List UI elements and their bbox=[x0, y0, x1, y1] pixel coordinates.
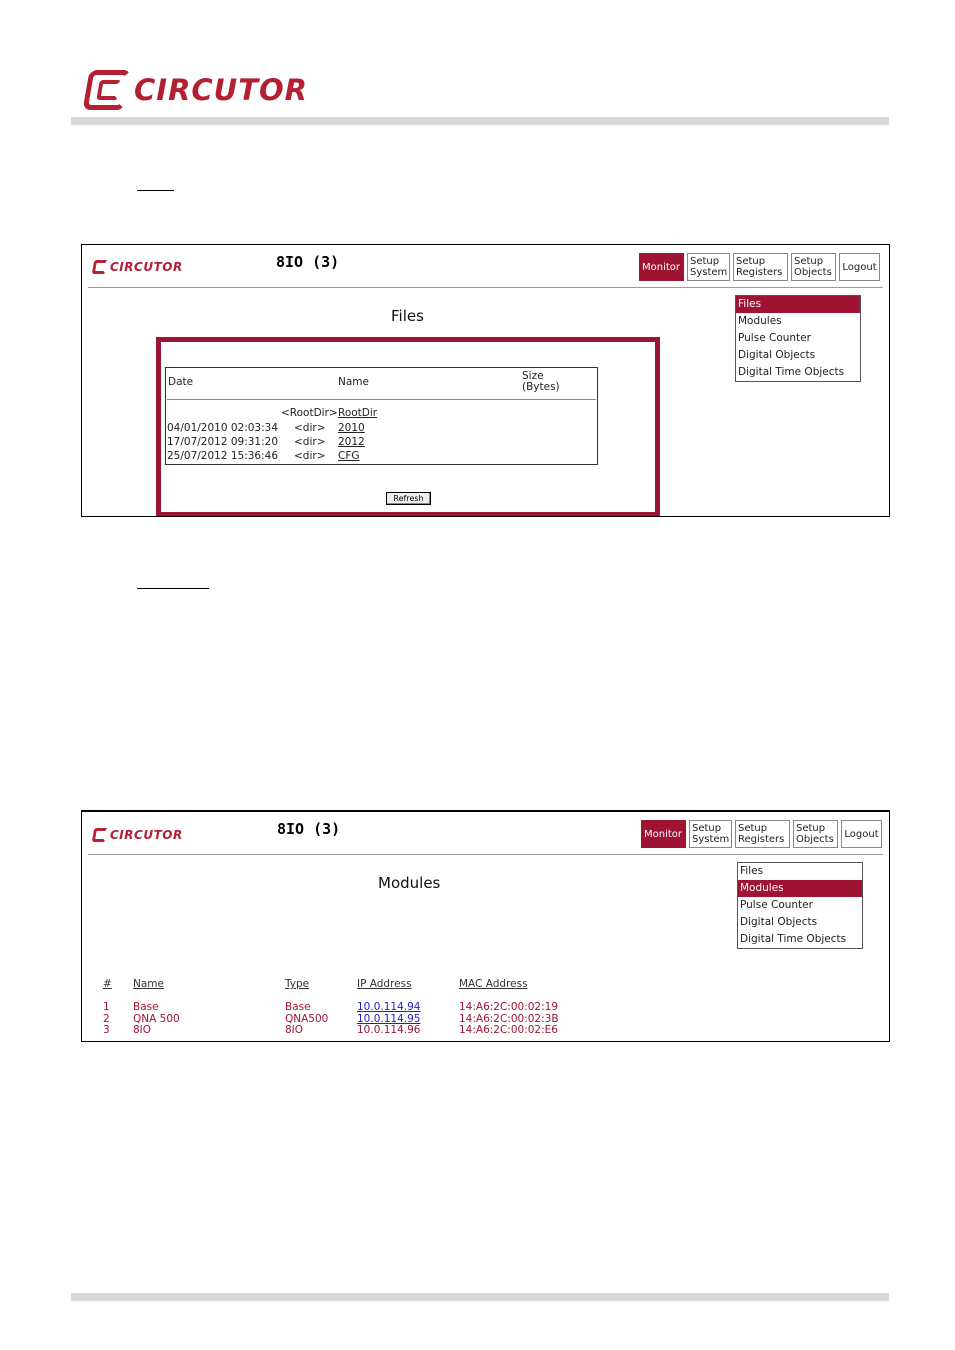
row-ip-link[interactable]: 10.0.114.95 bbox=[357, 1013, 421, 1025]
monitor-side-menu bbox=[735, 295, 861, 382]
circutor-mini-logo bbox=[93, 828, 183, 842]
mini-logo-text: CIRCUTOR bbox=[110, 828, 183, 842]
menu-item-files[interactable]: Files bbox=[736, 296, 860, 313]
page-title: Modules bbox=[378, 874, 441, 892]
circutor-logo-text: CIRCUTOR bbox=[134, 73, 308, 107]
row-number: 3 bbox=[103, 1024, 110, 1036]
files-table-header bbox=[167, 368, 596, 400]
panel-header bbox=[88, 245, 883, 288]
table-row bbox=[167, 407, 587, 421]
col-name: Name bbox=[133, 978, 164, 990]
row-link[interactable]: RootDir bbox=[338, 407, 378, 419]
menu-item-pulse-counter[interactable]: Pulse Counter bbox=[740, 899, 813, 911]
row-number: 2 bbox=[103, 1013, 110, 1025]
col-name: Name bbox=[338, 376, 369, 388]
row-number: 1 bbox=[103, 1001, 110, 1013]
nav-setup-system-button[interactable]: Setup System bbox=[689, 820, 732, 848]
panel-header bbox=[88, 812, 883, 855]
col-ip-address: IP Address bbox=[357, 978, 412, 990]
top-nav bbox=[641, 820, 882, 848]
table-row bbox=[167, 422, 587, 436]
row-link[interactable]: 2010 bbox=[338, 422, 365, 434]
col-size-unit: (Bytes) bbox=[522, 381, 560, 393]
nav-monitor-button[interactable]: Monitor bbox=[641, 820, 686, 848]
row-mac: 14:A6:2C:00:02:E6 bbox=[459, 1024, 558, 1036]
row-mac: 14:A6:2C:00:02:3B bbox=[459, 1013, 559, 1025]
circutor-mini-logo-icon bbox=[92, 828, 108, 842]
header-rule bbox=[71, 117, 889, 125]
menu-item-modules[interactable]: Modules bbox=[738, 880, 862, 897]
page-title: Files bbox=[391, 307, 424, 325]
files-frame bbox=[156, 337, 660, 516]
nav-setup-system-button[interactable]: Setup System bbox=[687, 253, 730, 281]
col-number: # bbox=[103, 978, 112, 990]
menu-item-digital-objects[interactable]: Digital Objects bbox=[740, 916, 818, 928]
row-date: 04/01/2010 02:03:34 bbox=[167, 422, 279, 434]
circutor-mini-logo bbox=[93, 260, 183, 274]
row-mac: 14:A6:2C:00:02:19 bbox=[459, 1001, 559, 1013]
device-title: 8IO (3) bbox=[277, 820, 341, 838]
row-ip-link[interactable]: 10.0.114.94 bbox=[357, 1001, 421, 1013]
row-link[interactable]: CFG bbox=[338, 450, 360, 462]
mini-logo-text: CIRCUTOR bbox=[110, 260, 183, 274]
nav-setup-objects-button[interactable]: Setup Objects bbox=[793, 820, 838, 848]
circutor-logo bbox=[86, 70, 308, 110]
nav-monitor-button[interactable]: Monitor bbox=[639, 253, 684, 281]
top-nav bbox=[639, 253, 880, 281]
menu-item-modules[interactable]: Modules bbox=[738, 315, 782, 327]
nav-logout-button[interactable]: Logout bbox=[841, 820, 882, 848]
menu-item-digital-time-objects[interactable]: Digital Time Objects bbox=[738, 366, 845, 378]
modules-screen bbox=[81, 810, 890, 1042]
row-type: <dir> bbox=[294, 436, 326, 448]
row-type: <dir> bbox=[294, 450, 326, 462]
nav-setup-registers-button[interactable]: Setup Registers bbox=[733, 253, 788, 281]
device-title: 8IO (3) bbox=[276, 253, 340, 271]
row-link[interactable]: 2012 bbox=[338, 436, 365, 448]
monitor-side-menu bbox=[737, 862, 863, 949]
row-name: QNA 500 bbox=[133, 1013, 180, 1025]
nav-setup-registers-button[interactable]: Setup Registers bbox=[735, 820, 790, 848]
row-type: 8IO bbox=[285, 1024, 304, 1036]
refresh-button[interactable]: Refresh bbox=[386, 492, 431, 505]
menu-item-pulse-counter[interactable]: Pulse Counter bbox=[738, 332, 811, 344]
section-underline-files bbox=[137, 190, 174, 191]
circutor-mini-logo-icon bbox=[92, 260, 108, 274]
row-date: 25/07/2012 15:36:46 bbox=[167, 450, 279, 462]
files-table bbox=[165, 367, 598, 465]
col-date: Date bbox=[168, 376, 194, 388]
row-name: Base bbox=[133, 1001, 159, 1013]
section-underline-modules bbox=[137, 588, 209, 589]
files-screen bbox=[81, 244, 890, 517]
row-type: <dir> bbox=[294, 422, 326, 434]
row-name: 8IO bbox=[133, 1024, 152, 1036]
menu-item-files[interactable]: Files bbox=[740, 865, 764, 877]
menu-item-digital-objects[interactable]: Digital Objects bbox=[738, 349, 816, 361]
row-type: Base bbox=[285, 1001, 311, 1013]
circutor-logo-icon bbox=[86, 70, 128, 110]
menu-item-digital-time-objects[interactable]: Digital Time Objects bbox=[740, 933, 847, 945]
footer-rule bbox=[71, 1293, 889, 1301]
col-mac-address: MAC Address bbox=[459, 978, 528, 990]
col-type: Type bbox=[285, 978, 310, 990]
table-row bbox=[167, 436, 587, 450]
nav-setup-objects-button[interactable]: Setup Objects bbox=[791, 253, 836, 281]
col-size: Size bbox=[522, 370, 544, 382]
table-row bbox=[167, 450, 587, 464]
nav-logout-button[interactable]: Logout bbox=[839, 253, 880, 281]
row-ip: 10.0.114.96 bbox=[357, 1024, 421, 1036]
row-date: 17/07/2012 09:31:20 bbox=[167, 436, 279, 448]
row-type: QNA500 bbox=[285, 1013, 329, 1025]
row-type: <RootDir> bbox=[281, 407, 338, 419]
